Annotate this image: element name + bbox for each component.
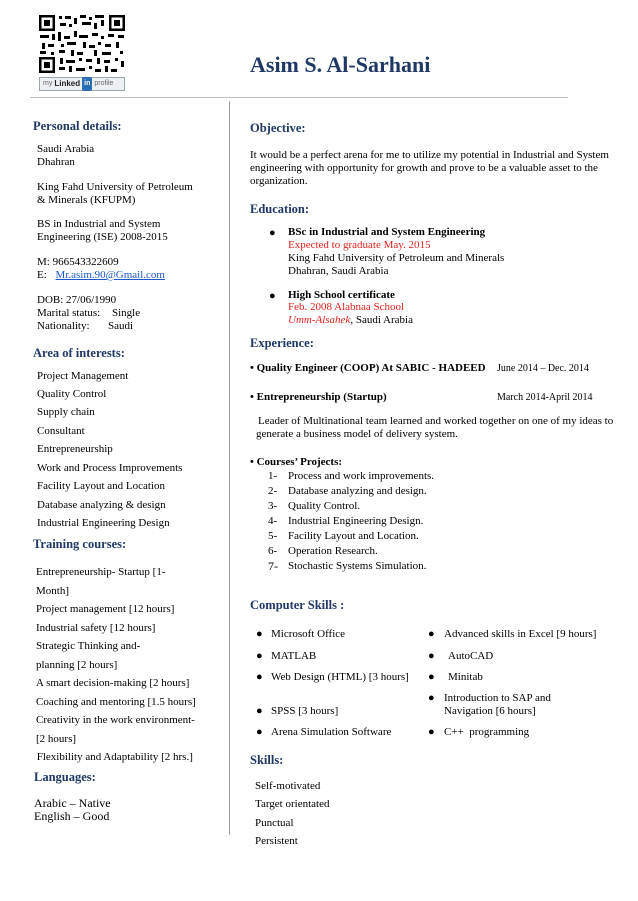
bullet-icon: ● [269,290,276,302]
experience-job-title: Entrepreneurship (Startup) [256,391,387,403]
personal-mobile: M: 966543322609 [37,256,119,268]
objective-line: It would be a perfect arena for me to utilize my potential in Industrial and System [250,149,609,161]
personal-nationality-label: Nationality: [37,320,90,332]
experience-description-line: Leader of Multinational team learned and worked together on one of my ideas to [258,415,614,427]
personal-degree-line1: BS in Industrial and System [37,218,161,230]
interest-item: Database analyzing & design [37,499,166,511]
computer-skill-item-cont: Navigation [6 hours] [444,705,536,717]
training-heading: Training courses: [33,537,127,551]
bullet-icon: ● [428,726,435,738]
bullet-icon: ● [428,671,435,683]
project-text: Industrial Engineering Design. [288,515,424,527]
project-num: 7- [268,559,278,573]
bullet-icon: ● [256,671,263,683]
computer-skill-item: Advanced skills in Excel [9 hours] [444,628,597,640]
project-text: Quality Control. [288,500,361,512]
computer-skill-item: SPSS [3 hours] [271,705,339,717]
linkedin-profile-badge[interactable] [39,77,125,91]
skill-item: Target orientated [255,798,330,810]
computer-skill-item: Microsoft Office [271,628,346,640]
computer-skill-item: AutoCAD [448,650,494,662]
candidate-name: Asim S. Al-Sarhani [250,52,431,77]
training-line: A smart decision-making [2 hours] [36,677,190,689]
personal-details-heading: Personal details: [33,119,122,133]
email-label: E: [37,269,47,281]
experience-job-title: Quality Engineer (COOP) At SABIC - HADEED [256,362,486,374]
project-num: 6- [268,545,278,557]
objective-line: engineering with opportunity for growth and prove to be a valuable asset to the [250,162,598,174]
education-heading: Education: [250,202,310,216]
skills-heading: Skills: [250,753,284,767]
project-text: Operation Research. [288,545,378,557]
qr-code [38,14,126,74]
interest-item: Project Management [37,370,129,382]
personal-nationality-value: Saudi [108,320,134,332]
computer-skill-item: Arena Simulation Software [271,726,392,738]
education-hs-country: , Saudi Arabia [350,314,413,326]
project-num: 1- [268,470,278,482]
training-line: Entrepreneurship- Startup [1- [36,566,166,578]
training-line: Creativity in the work environment- [36,714,195,726]
header-divider [30,97,568,98]
interest-item: Supply chain [37,406,95,418]
computer-skill-item: Web Design (HTML) [3 hours] [271,671,409,683]
education-degree-location: Dhahran, Saudi Arabia [288,265,389,277]
project-num: 5- [268,530,278,542]
personal-email-row [37,269,165,282]
computer-skills-heading: Computer Skills : [250,598,345,612]
email-link[interactable]: Mr.asim.90@Gmail.com [55,269,165,281]
linkedin-in-logo: in [82,77,92,91]
personal-city: Dhahran [37,156,75,168]
training-line: Project management [12 hours] [36,603,175,615]
personal-country: Saudi Arabia [37,143,95,155]
project-text: Database analyzing and design. [288,485,427,497]
skill-item: Self-motivated [255,780,321,792]
linkedin-prefix: my [43,80,53,87]
experience-description-line: generate a business model of delivery system. [256,428,458,440]
education-degree-title: BSc in Industrial and System Engineering [288,226,486,238]
bullet-icon: ● [428,692,435,704]
interest-item: Quality Control [37,388,107,400]
training-line: Strategic Thinking and- [36,640,141,652]
interest-item: Facility Layout and Location [37,480,165,492]
training-line: Industrial safety [12 hours] [36,622,156,634]
training-line: Coaching and mentoring [1.5 hours] [36,696,196,708]
training-line: Month] [36,585,69,597]
training-line: [2 hours] [36,733,77,745]
education-hs-location [288,314,413,327]
skill-item: Punctual [255,817,294,829]
objective-heading: Objective: [250,121,306,135]
interest-item: Entrepreneurship [37,443,113,455]
language-item: Arabic – Native [34,796,111,810]
personal-degree-line2: Engineering (ISE) 2008-2015 [37,231,168,243]
personal-marital-label: Marital status: [37,307,101,319]
languages-heading: Languages: [34,770,96,784]
bullet-icon: ● [256,705,263,717]
education-degree-note: Expected to graduate May. 2015 [288,239,431,251]
project-text: Process and work improvements. [288,470,435,482]
project-num: 4- [268,515,278,527]
bullet-icon: ● [256,628,263,640]
experience-job: • Quality Engineer (COOP) At SABIC - HADEED [250,362,486,374]
computer-skill-item: Introduction to SAP and [444,692,551,704]
education-degree-school: King Fahd University of Petroleum and Minerals [288,252,505,264]
education-hs-town: Umm-Alsahek [288,314,351,326]
project-num: 3- [268,500,278,512]
linkedin-suffix: profile [94,80,114,87]
experience-heading: Experience: [250,336,314,350]
computer-skill-item: Minitab [448,671,483,683]
interest-item: Work and Process Improvements [37,462,183,474]
training-line: Flexibility and Adaptability [2 hrs.] [34,751,193,763]
project-text: Stochastic Systems Simulation. [288,560,427,572]
projects-heading-label: Courses’ Projects: [256,456,343,468]
project-num: 2- [268,485,278,497]
personal-university-line2: & Minerals (KFUPM) [37,194,136,206]
skill-item: Persistent [255,835,298,847]
computer-skill-item: MATLAB [271,650,317,662]
training-line: planning [2 hours] [36,659,118,671]
personal-dob: DOB: 27/06/1990 [37,294,117,306]
experience-job-dates: June 2014 – Dec. 2014 [497,363,589,374]
projects-heading: • Courses’ Projects: [250,456,343,468]
bullet-icon: ● [428,628,435,640]
linkedin-brand: Linked [54,79,81,88]
personal-university-line1: King Fahd University of Petroleum [37,181,193,193]
personal-marital-value: Single [112,307,141,319]
experience-job-dates: March 2014-April 2014 [497,392,593,403]
bullet-icon: ● [428,650,435,662]
education-hs-note: Feb. 2008 Alabnaa School [288,301,405,313]
bullet-icon: ● [256,726,263,738]
interest-item: Industrial Engineering Design [37,517,170,529]
language-item: English – Good [34,809,110,823]
computer-skill-item: C++ programming [444,726,530,738]
experience-job: • Entrepreneurship (Startup) [250,391,387,403]
bullet-icon: ● [256,650,263,662]
column-divider [229,101,230,835]
interest-item: Consultant [37,425,85,437]
objective-line: organization. [250,175,308,187]
project-text: Facility Layout and Location. [288,530,419,542]
bullet-icon: ● [269,227,276,239]
education-hs-title: High School certificate [288,289,395,301]
interests-heading: Area of interests: [33,346,125,360]
